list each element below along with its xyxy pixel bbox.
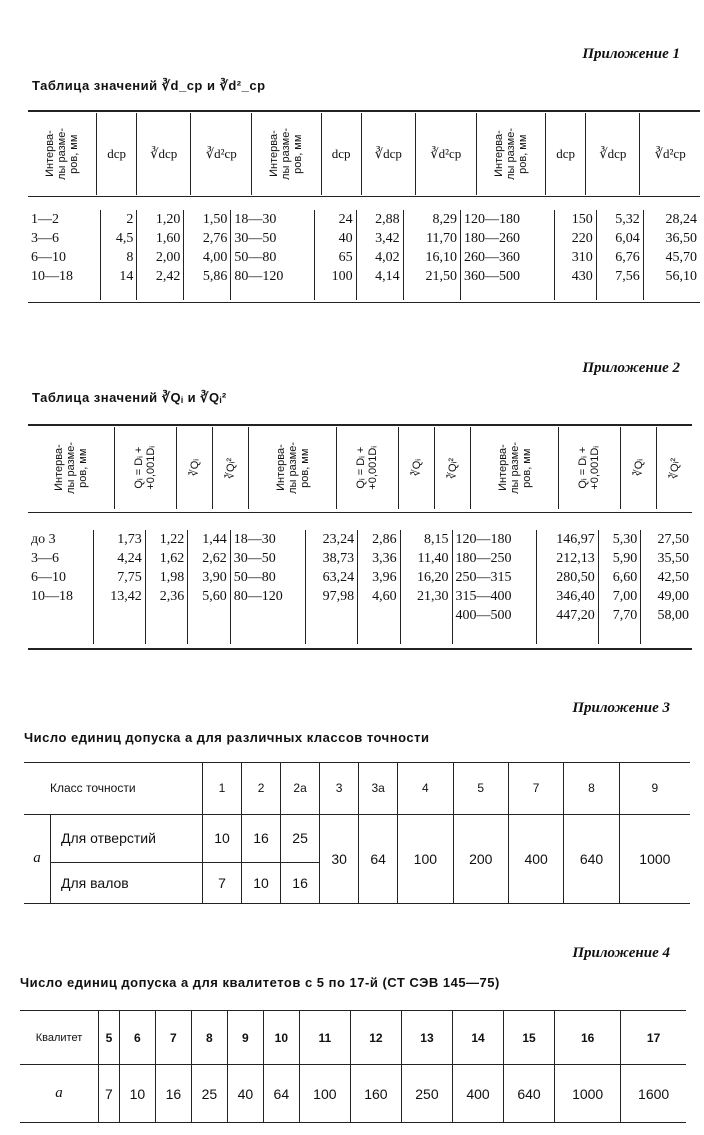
- table1-header-cbrt-dcp-text: ∛dср: [599, 146, 627, 161]
- table1-header-cbrt-dcp2-3: [640, 113, 700, 195]
- table1-header: [28, 113, 700, 195]
- table2-cell: 97,98: [322, 589, 355, 604]
- tolerance-units-grade-9: 40: [227, 1065, 263, 1123]
- grade-7: 7: [155, 1011, 191, 1065]
- table1-header-cbrt-dcp-2: [361, 113, 415, 195]
- table1-cell: 80—120: [234, 269, 284, 284]
- table2-header-cbrt-q2-2: [435, 427, 471, 509]
- shafts-value-1: 7: [203, 862, 242, 903]
- tolerance-units-grade-13: 250: [401, 1065, 452, 1123]
- table1-header-rule: [28, 196, 700, 197]
- table1-cell: 14: [119, 269, 134, 284]
- class-8: 8: [564, 763, 619, 815]
- table1-cell: 2,42: [155, 269, 181, 284]
- table3: [24, 762, 690, 904]
- table2-cell: 1,98: [159, 570, 185, 585]
- table2-cell: 5,60: [202, 589, 227, 604]
- table1-cell: 1,50: [202, 212, 228, 227]
- table1-header-cbrt-dcp-text: ∛dср: [150, 146, 178, 161]
- table2-cell: 2,36: [159, 589, 185, 604]
- grade-6: 6: [119, 1011, 155, 1065]
- table2-cell: 63,24: [322, 570, 355, 585]
- table1-cell: 6—10: [31, 250, 66, 265]
- appendix3-title: Число единиц допуска a для различных классов точности: [24, 730, 430, 745]
- table1-header-dcp-text: dср: [556, 146, 576, 161]
- grade-16: 16: [555, 1011, 621, 1065]
- table1-cell: 180—260: [464, 231, 521, 246]
- grade-5: 5: [99, 1011, 120, 1065]
- table1-cell: 2,76: [202, 231, 228, 246]
- table1-cell: 45,70: [665, 250, 697, 265]
- table1-cell: 65: [338, 250, 353, 265]
- shafts-value-2a: 16: [281, 862, 320, 903]
- table2-cell: 120—180: [455, 532, 512, 547]
- table2-header-cbrt-q-text: ∛Qᵢ: [188, 459, 201, 477]
- table1-cell: 260—360: [464, 250, 521, 265]
- grade-14: 14: [452, 1011, 503, 1065]
- table2-cell: 7,70: [612, 608, 638, 623]
- table2-cell: 447,20: [556, 608, 595, 623]
- table1-cell: 430: [571, 269, 593, 284]
- table2-cell: 4,60: [372, 589, 397, 604]
- table2-cell: 16,20: [417, 570, 449, 585]
- grade-10: 10: [263, 1011, 299, 1065]
- table2-cell: 1,62: [159, 551, 185, 566]
- table1-cell: 8,29: [432, 212, 458, 227]
- table1-col-dcp-3: [555, 210, 597, 300]
- table1-header-cbrt-dcp2-2: [415, 113, 476, 195]
- shafts-label: Для валов: [51, 862, 203, 903]
- table2-bottom-rule: [28, 648, 692, 650]
- table2-col-q-3: [537, 530, 598, 644]
- appendix4-title: Число единиц допуска a для квалитетов с 5 по 17-й (СТ СЭВ 145—75): [20, 975, 500, 990]
- table1-header-cbrt-dcp-1: [137, 113, 191, 195]
- table2-header-q-2: [336, 427, 398, 509]
- appendix3-label: Приложение 3: [572, 700, 670, 716]
- table2-cell: 6,60: [612, 570, 638, 585]
- row-symbol: a: [24, 814, 51, 903]
- table1-cell: 7,56: [615, 269, 640, 284]
- table1-cell: 4,5: [115, 231, 134, 246]
- appendix1-title: Таблица значений ∛d_ср и ∛d²_ср: [32, 78, 266, 93]
- grade-12: 12: [350, 1011, 401, 1065]
- holes-value-2: 16: [242, 814, 281, 862]
- table2-header-q-1: [114, 427, 176, 509]
- table1-cell: 6,76: [615, 250, 640, 265]
- tolerance-units-grade-8: 25: [191, 1065, 227, 1123]
- table2-cell: 6—10: [31, 570, 66, 585]
- table2-header-interval-text: Интерва- лы разме- ров, мм: [52, 442, 89, 494]
- class-9: 9: [619, 763, 690, 815]
- table2-body: [28, 530, 692, 644]
- table1-header-dcp-1: [96, 113, 136, 195]
- table2-header-cbrt-q-1: [176, 427, 212, 509]
- table2-cell: 212,13: [556, 551, 595, 566]
- tolerance-units-grade-11: 100: [299, 1065, 350, 1123]
- table1-cell: 24: [338, 212, 353, 227]
- grade-11: 11: [299, 1011, 350, 1065]
- table2-header-q-text: Qᵢ = Dᵢ + +0,001Dᵢ: [133, 446, 158, 490]
- table1-header-dcp-3: [546, 113, 586, 195]
- table1-cell: 56,10: [665, 269, 697, 284]
- table1-header-interval-text: Интерва- лы разме- ров, мм: [268, 128, 305, 180]
- table2-cell: 27,50: [657, 532, 689, 547]
- table1-header-interval-3: [476, 113, 545, 195]
- table1-cell: 36,50: [665, 231, 697, 246]
- a-row-label: a: [20, 1065, 99, 1123]
- table2-header-interval-text: Интерва- лы разме- ров, мм: [496, 442, 533, 494]
- shared-value-3a: 64: [359, 814, 398, 903]
- shared-value-3: 30: [320, 814, 359, 903]
- appendix4-label: Приложение 4: [572, 945, 670, 961]
- table1-header-cbrt-dcp2-text: ∛d²ср: [205, 146, 237, 161]
- table2-cell: 5,90: [612, 551, 638, 566]
- class-2a: 2a: [281, 763, 320, 815]
- table1-cell: 1,60: [155, 231, 181, 246]
- table1-col-cbrt-dcp2-3: [643, 210, 700, 300]
- table1-cell: 2,88: [375, 212, 400, 227]
- table1-header-interval-text: Интерва- лы разме- ров, мм: [43, 128, 80, 180]
- tolerance-units-grade-15: 640: [504, 1065, 555, 1123]
- table2-header-cbrt-q-text: ∛Qᵢ: [632, 459, 645, 477]
- table1-cell: 6,04: [615, 231, 640, 246]
- table1-cell: 2,00: [155, 250, 181, 265]
- table2-cell: 42,50: [657, 570, 689, 585]
- table2-cell: 1,44: [202, 532, 227, 547]
- class-1: 1: [203, 763, 242, 815]
- table1-col-cbrt-dcp-1: [137, 210, 184, 300]
- table2-cell: 3,36: [372, 551, 397, 566]
- table2-cell: 3—6: [31, 551, 59, 566]
- tolerance-units-grade-14: 400: [452, 1065, 503, 1123]
- table1-header-cbrt-dcp2-1: [191, 113, 252, 195]
- table2-cell: 50—80: [233, 570, 276, 585]
- table2-header-cbrt-q-text: ∛Qᵢ: [410, 459, 423, 477]
- table1-cell: 40: [338, 231, 353, 246]
- table1-cell: 4,00: [202, 250, 228, 265]
- class-7: 7: [508, 763, 563, 815]
- grade-17: 17: [621, 1011, 686, 1065]
- table1-cell: 8: [126, 250, 134, 265]
- table2-cell: 250—315: [455, 570, 512, 585]
- table2-header-cbrt-q-2: [398, 427, 434, 509]
- appendix2-label: Приложение 2: [582, 360, 680, 376]
- table1-col-interval-3: [461, 210, 555, 300]
- table1-cell: 50—80: [234, 250, 277, 265]
- table2-cell: 7,00: [612, 589, 638, 604]
- grade-8: 8: [191, 1011, 227, 1065]
- table2-cell: 38,73: [322, 551, 355, 566]
- table2-header-cbrt-q2-text: ∛Qᵢ²: [224, 457, 237, 479]
- table2-col-cbrt-q-2: [358, 530, 400, 644]
- tolerance-units-grade-6: 10: [119, 1065, 155, 1123]
- table2-header-q-text: Qᵢ = Dᵢ + +0,001Dᵢ: [355, 446, 380, 490]
- table1-header-cbrt-dcp2-text: ∛d²ср: [654, 146, 686, 161]
- table2-cell: 7,75: [117, 570, 142, 585]
- table2-cell: 8,15: [424, 532, 449, 547]
- table2-cell: 3,96: [372, 570, 397, 585]
- table2-cell: 10—18: [31, 589, 73, 604]
- table2-col-cbrt-q2-2: [400, 530, 452, 644]
- table1-header-dcp-text: dср: [107, 146, 126, 161]
- table2-header-interval-1: [28, 427, 114, 509]
- table2-cell: 4,24: [117, 551, 142, 566]
- table2-cell: 80—120: [233, 589, 283, 604]
- table2-col-interval-3: [452, 530, 537, 644]
- table2-cell: 315—400: [455, 589, 512, 604]
- table2-col-cbrt-q-1: [145, 530, 187, 644]
- table2-header-cbrt-q2-text: ∛Qᵢ²: [446, 457, 459, 479]
- class-3: 3: [320, 763, 359, 815]
- table2-cell: 1,22: [159, 532, 185, 547]
- table2-header-cbrt-q2-text: ∛Qᵢ²: [668, 457, 681, 479]
- table1-cell: 150: [571, 212, 593, 227]
- table2-header-interval-text: Интерва- лы разме- ров, мм: [274, 442, 311, 494]
- class-2: 2: [242, 763, 281, 815]
- table1-header-cbrt-dcp-text: ∛dср: [374, 146, 402, 161]
- tolerance-units-grade-10: 64: [263, 1065, 299, 1123]
- table1-cell: 1,20: [155, 212, 181, 227]
- grade-15: 15: [504, 1011, 555, 1065]
- table2-header-cbrt-q2-3: [657, 427, 692, 509]
- table1-header-interval-text: Интерва- лы разме- ров, мм: [492, 128, 529, 180]
- table2-cell: 400—500: [455, 608, 512, 623]
- table2-cell: 3,90: [202, 570, 227, 585]
- table1-cell: 310: [571, 250, 593, 265]
- table2-cell: 346,40: [556, 589, 595, 604]
- table2-cell: 23,24: [322, 532, 355, 547]
- table2-header-interval-2: [249, 427, 337, 509]
- table1-cell: 4,02: [375, 250, 400, 265]
- table1-cell: 5,32: [615, 212, 640, 227]
- table1-cell: 220: [571, 231, 593, 246]
- class-3a: 3a: [359, 763, 398, 815]
- table2-cell: 280,50: [556, 570, 595, 585]
- table2-cell: 11,40: [417, 551, 449, 566]
- table1-col-interval-2: [231, 210, 315, 300]
- tolerance-units-grade-17: 1600: [621, 1065, 686, 1123]
- table1-cell: 11,70: [426, 231, 458, 246]
- table1-header-interval-2: [252, 113, 321, 195]
- table2-cell: 49,00: [657, 589, 689, 604]
- shafts-value-2: 10: [242, 862, 281, 903]
- table1-body: [28, 210, 700, 300]
- tolerance-units-grade-7: 16: [155, 1065, 191, 1123]
- shared-value-8: 640: [564, 814, 619, 903]
- table2-header-interval-3: [471, 427, 559, 509]
- table2-header-rule: [28, 512, 692, 513]
- table2-cell: 58,00: [657, 608, 689, 623]
- table4: [20, 1010, 686, 1123]
- holes-value-1: 10: [203, 814, 242, 862]
- table2-col-cbrt-q2-3: [641, 530, 692, 644]
- table2-col-cbrt-q-3: [598, 530, 640, 644]
- table1-cell: 28,24: [665, 212, 697, 227]
- tolerance-units-grade-5: 7: [99, 1065, 120, 1123]
- grade-9: 9: [227, 1011, 263, 1065]
- grade-13: 13: [401, 1011, 452, 1065]
- table2-header: [28, 427, 692, 509]
- appendix1-label: Приложение 1: [582, 46, 680, 62]
- table2-cell: 30—50: [233, 551, 276, 566]
- table2-header-q-text: Qᵢ = Dᵢ + +0,001Dᵢ: [577, 446, 602, 490]
- table1-col-cbrt-dcp2-1: [184, 210, 231, 300]
- shared-value-9: 1000: [619, 814, 690, 903]
- class-label: Класс точности: [24, 763, 203, 815]
- holes-label: Для отверстий: [51, 814, 203, 862]
- table1-col-cbrt-dcp-3: [596, 210, 643, 300]
- holes-value-2a: 25: [281, 814, 320, 862]
- shared-value-4: 100: [398, 814, 453, 903]
- table2-header-q-3: [558, 427, 620, 509]
- table2-cell: 180—250: [455, 551, 512, 566]
- table2-col-interval-1: [28, 530, 93, 644]
- table1-header-dcp-2: [321, 113, 361, 195]
- table1-cell: 4,14: [375, 269, 400, 284]
- table2-cell: 18—30: [233, 532, 276, 547]
- table2-header-cbrt-q-3: [620, 427, 656, 509]
- table1-col-dcp-2: [314, 210, 356, 300]
- table1-cell: 5,86: [202, 269, 228, 284]
- table2-col-cbrt-q2-1: [188, 530, 230, 644]
- class-4: 4: [398, 763, 453, 815]
- table1-cell: 3—6: [31, 231, 59, 246]
- table2-cell: 21,30: [417, 589, 449, 604]
- table2-cell: 35,50: [657, 551, 689, 566]
- table1-cell: 16,10: [425, 250, 458, 265]
- table1-header-dcp-text: dср: [331, 146, 351, 161]
- table2-col-interval-2: [230, 530, 306, 644]
- table1-col-cbrt-dcp2-2: [403, 210, 460, 300]
- table1-col-dcp-1: [100, 210, 137, 300]
- table2-col-q-2: [306, 530, 358, 644]
- table1-cell: 10—18: [31, 269, 73, 284]
- table1-cell: 360—500: [464, 269, 521, 284]
- table1-top-rule: [28, 110, 700, 112]
- table1-cell: 100: [331, 269, 353, 284]
- tolerance-units-grade-16: 1000: [555, 1065, 621, 1123]
- table1-col-interval-1: [28, 210, 100, 300]
- table1-bottom-rule: [28, 302, 700, 303]
- table1-cell: 21,50: [425, 269, 458, 284]
- shared-value-7: 400: [508, 814, 563, 903]
- table1-cell: 1—2: [31, 212, 59, 227]
- table2-cell: до 3: [31, 532, 56, 547]
- table2-cell: 1,73: [117, 532, 142, 547]
- table2-header-cbrt-q2-1: [213, 427, 249, 509]
- table2-cell: 146,97: [556, 532, 595, 547]
- table1-header-cbrt-dcp2-text: ∛d²ср: [430, 146, 462, 161]
- table2-cell: 13,42: [110, 589, 142, 604]
- table2-cell: 2,62: [202, 551, 227, 566]
- tolerance-units-grade-12: 160: [350, 1065, 401, 1123]
- table2-top-rule: [28, 424, 692, 426]
- shared-value-5: 200: [453, 814, 508, 903]
- table2-cell: 5,30: [612, 532, 638, 547]
- grade-row-label: Квалитет: [20, 1011, 99, 1065]
- table1-header-interval-1: [28, 113, 96, 195]
- table1-col-cbrt-dcp-2: [356, 210, 403, 300]
- table1-header-cbrt-dcp-3: [586, 113, 640, 195]
- table2-cell: 2,86: [372, 532, 397, 547]
- table1-cell: 2: [126, 212, 134, 227]
- table1-cell: 18—30: [234, 212, 277, 227]
- appendix2-title: Таблица значений ∛Qᵢ и ∛Qᵢ²: [32, 390, 227, 405]
- table1-cell: 30—50: [234, 231, 277, 246]
- class-5: 5: [453, 763, 508, 815]
- table1-cell: 3,42: [375, 231, 400, 246]
- table1-cell: 120—180: [464, 212, 521, 227]
- table2-col-q-1: [93, 530, 145, 644]
